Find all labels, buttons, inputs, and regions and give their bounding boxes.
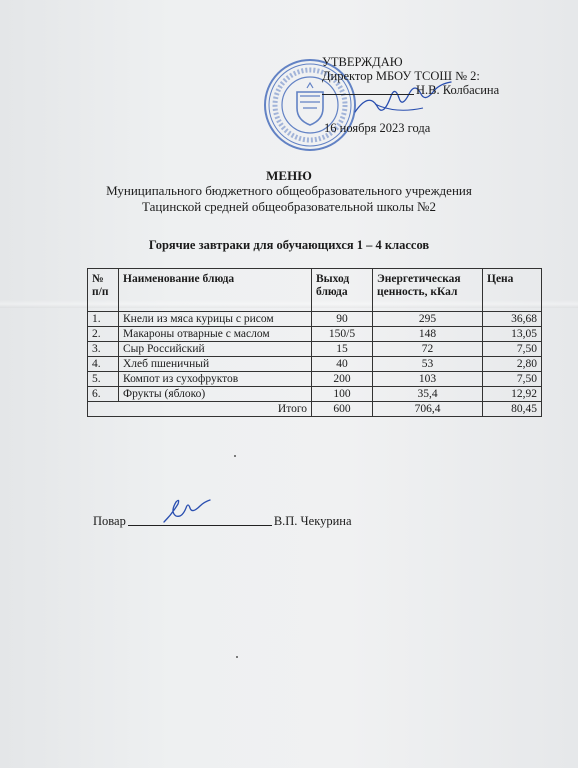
approval-signer: Н.В. Колбасина [322,83,499,97]
table-total-row [88,402,542,417]
approval-position: Директор МБОУ ТСОШ № 2: [322,69,480,83]
table-row: 2. Макароны отварные с маслом 150/5 148 13,05 [88,327,542,342]
table-row: 4. Хлеб пшеничный 40 53 2,80 [88,357,542,372]
approval-block [322,55,499,97]
cook-label: Повар [93,514,126,528]
header-energy: Энергетическая ценность, кКал [373,269,483,312]
menu-table [87,268,542,417]
table-row: 6. Фрукты (яблоко) 100 35,4 12,92 [88,387,542,402]
total-label: Итого [88,402,312,417]
header-number: № п/п [88,269,119,312]
header-portion: Выход блюда [312,269,373,312]
approval-title: УТВЕРЖДАЮ [322,55,403,69]
cook-block [93,514,352,529]
approval-date: 16 ноября 2023 года [324,121,431,135]
speck [234,455,236,457]
menu-subtitle: Горячие завтраки для обучающихся 1 – 4 классов [148,238,430,252]
table-row: 3. Сыр Российский 15 72 7,50 [88,342,542,357]
total-energy: 706,4 [373,402,483,417]
signature-line [322,94,414,95]
header-dish: Наименование блюда [119,269,312,312]
page-title: МЕНЮ [266,168,312,183]
signature-line [128,525,272,526]
table-row: 5. Компот из сухофруктов 200 103 7,50 [88,372,542,387]
total-price: 80,45 [483,402,542,417]
organization-name: Муниципального бюджетного общеобразовательного учреждения Тацинской средней общеобразовательной школы №2 [106,183,472,214]
table-header-row [88,269,542,312]
table-row: 1. Кнели из мяса курицы с рисом 90 295 36,68 [88,312,542,327]
speck [236,656,238,658]
header-price: Цена [483,269,542,312]
total-portion: 600 [312,402,373,417]
cook-name: В.П. Чекурина [273,514,352,528]
